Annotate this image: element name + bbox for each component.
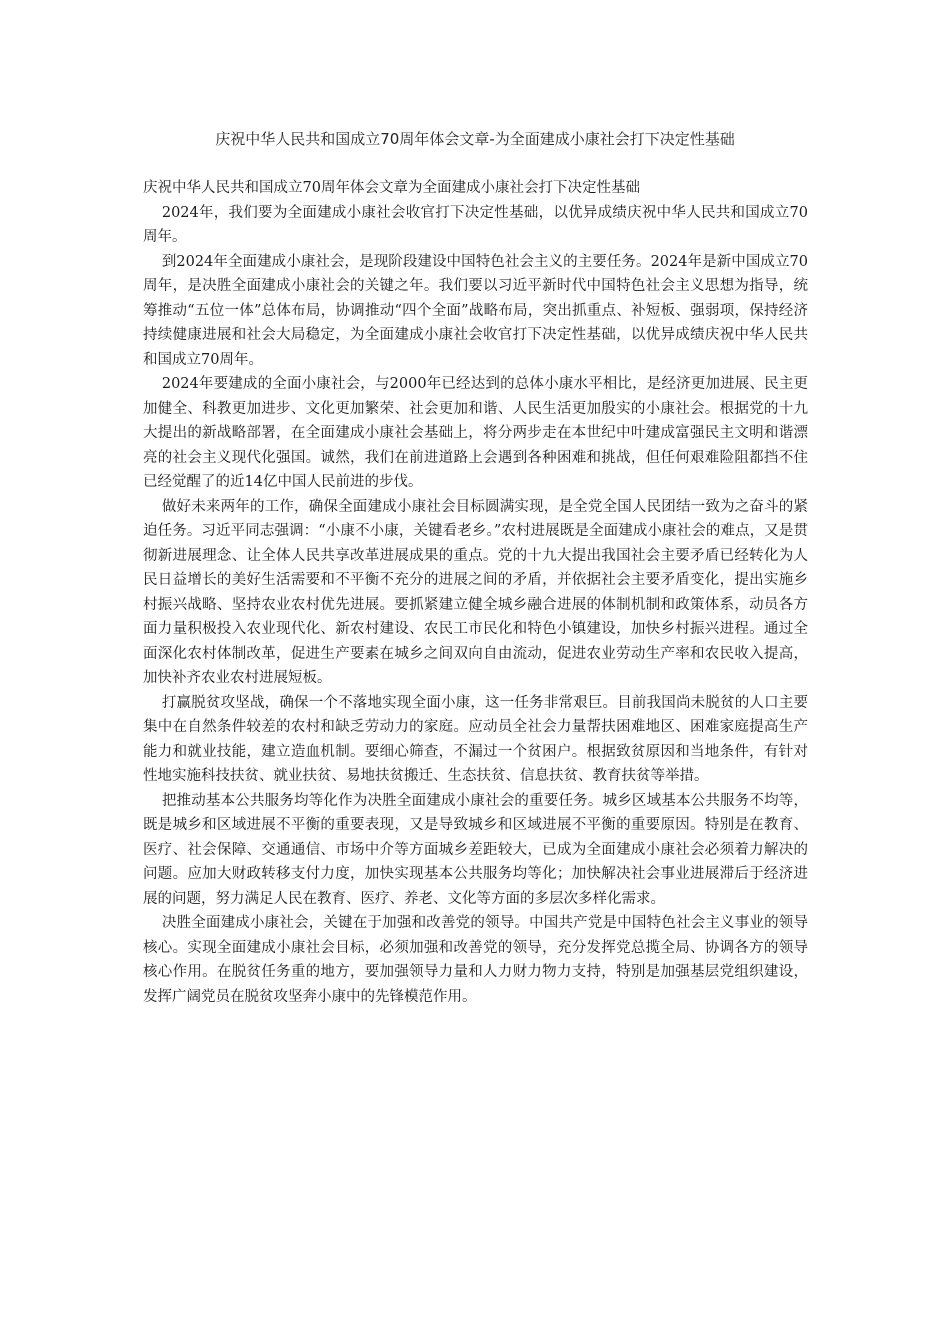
- document-subtitle: 庆祝中华人民共和国成立70周年体会文章为全面建成小康社会打下决定性基础: [143, 180, 640, 196]
- paragraph: 做好未来两年的工作，确保全面建成小康社会目标圆满实现，是全党全国人民团结一致为之奋斗的紧迫任务。习近平同志强调：“小康不小康，关键看老乡。”农村进展既是全面建成小康社会的难点，又是贯彻新进展理念、让全体人民共享改革进展成果的重点。党的十九大提出我国社会主要矛盾已经转化为人民日益增长的美好生活需要和不平衡不充分的进展之间的矛盾，并依据社会主要矛盾变化，提出实施乡村振兴战略、坚持农业农村优先进展。要抓紧建立健全城乡融合进展的体制机制和政策体系，动员各方面力量积极投入农业现代化、新农村建设、农民工市民化和特色小镇建设，加快乡村振兴进程。通过全面深化农村体制改革，促进生产要素在城乡之间双向自由流动，促进农业劳动生产率和农民收入提高，加快补齐农业农村进展短板。: [143, 498, 808, 686]
- paragraph: 决胜全面建成小康社会，关键在于加强和改善党的领导。中国共产党是中国特色社会主义事业的领导核心。实现全面建成小康社会目标，必须加强和改善党的领导，充分发挥党总揽全局、协调各方的领导核心作用。在脱贫任务重的地方，要加强领导力量和人力财力物力支持，特别是加强基层党组织建设，发挥广阔党员在脱贫攻坚奔小康中的先锋模范作用。: [143, 915, 808, 1005]
- paragraph: 到2024年全面建成小康社会，是现阶段建设中国特色社会主义的主要任务。2024年是新中国成立70周年，是决胜全面建成小康社会的关键之年。我们要以习近平新时代中国特色社会主义思想为指导，统筹推动“五位一体”总体布局，协调推动“四个全面”战略布局，突出抓重点、补短板、强弱项，保持经济持续健康进展和社会大局稳定，为全面建成小康社会收官打下决定性基础，以优异成绩庆祝中华人民共和国成立70周年。: [143, 253, 808, 368]
- paragraph: 打赢脱贫攻坚战，确保一个不落地实现全面小康，这一任务非常艰巨。目前我国尚未脱贫的人口主要集中在自然条件较差的农村和缺乏劳动力的家庭。应动员全社会力量帮扶困难地区、困难家庭提高生产能力和就业技能，建立造血机制。要细心筛查，不漏过一个贫困户。根据致贫原因和当地条件，有针对性地实施科技扶贫、就业扶贫、易地扶贫搬迁、生态扶贫、信息扶贫、教育扶贫等举措。: [143, 694, 808, 784]
- paragraph: 2024年，我们要为全面建成小康社会收官打下决定性基础，以优异成绩庆祝中华人民共和国成立70周年。: [143, 204, 808, 245]
- document-title: 庆祝中华人民共和国成立70周年体会文章-为全面建成小康社会打下决定性基础: [215, 130, 735, 148]
- paragraph: 把推动基本公共服务均等化作为决胜全面建成小康社会的重要任务。城乡区域基本公共服务不均等，既是城乡和区域进展不平衡的重要表现，又是导致城乡和区域进展不平衡的重要原因。特别是在教育、医疗、社会保障、交通通信、市场中介等方面城乡差距较大，已成为全面建成小康社会必须着力解决的问题。应加大财政转移支付力度，加快实现基本公共服务均等化；加快解决社会事业进展滞后于经济进展的问题，努力满足人民在教育、医疗、养老、文化等方面的多层次多样化需求。: [143, 792, 808, 907]
- paragraph: 2024年要建成的全面小康社会，与2000年已经达到的总体小康水平相比，是经济更加进展、民主更加健全、科教更加进步、文化更加繁荣、社会更加和谐、人民生活更加殷实的小康社会。根据党的十九大提出的新战略部署，在全面建成小康社会基础上，将分两步走在本世纪中叶建成富强民主文明和谐漂亮的社会主义现代化强国。诚然，我们在前进道路上会遇到各种困难和挑战，但任何艰难险阻都挡不住已经觉醒了的近14亿中国人民前进的步伐。: [143, 376, 808, 490]
- document-body: [143, 176, 808, 1009]
